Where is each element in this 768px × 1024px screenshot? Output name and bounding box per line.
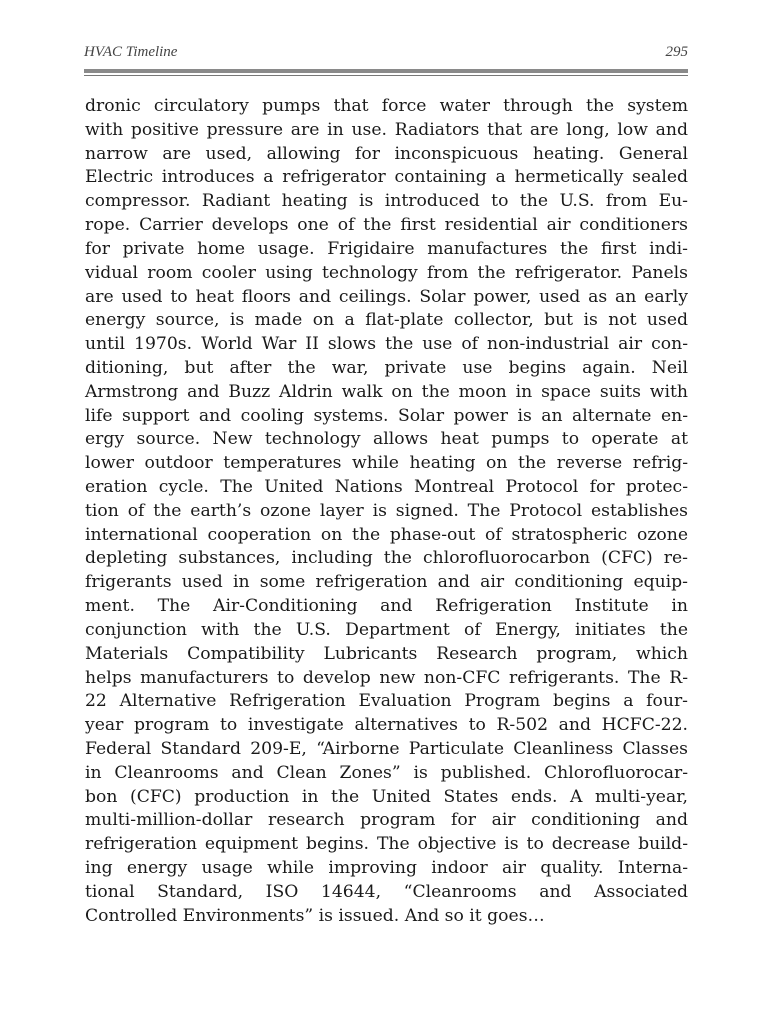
text-line: lower outdoor temperatures while heating on the reverse refrig- bbox=[85, 453, 688, 474]
text-line: depleting substances, including the chlorofluorocarbon (CFC) re- bbox=[85, 548, 688, 569]
text-line: multi-million-dollar research program for air conditioning and bbox=[85, 810, 688, 831]
text-line: ditioning, but after the war, private use begins again. Neil bbox=[85, 357, 688, 378]
text-line: ergy source. New technology allows heat pumps to operate at bbox=[85, 429, 688, 450]
text-line: vidual room cooler using technology from the refrigerator. Panels bbox=[85, 262, 688, 283]
text-line: until 1970s. World War II slows the use of non-industrial air con- bbox=[85, 334, 688, 355]
text-line: for private home usage. Frigidaire manufactures the first indi- bbox=[85, 238, 688, 259]
text-line: frigerants used in some refrigeration and air conditioning equip- bbox=[85, 572, 688, 593]
text-line: rope. Carrier develops one of the first residential air conditioners bbox=[85, 215, 688, 236]
page-number: 295 bbox=[665, 44, 688, 60]
text-line: Armstrong and Buzz Aldrin walk on the moon in space suits with bbox=[85, 381, 688, 402]
running-header bbox=[84, 44, 688, 66]
text-line: Controlled Environments” is issued. And so it goes… bbox=[85, 905, 545, 926]
text-line: Federal Standard 209-E, “Airborne Particulate Cleanliness Classes bbox=[85, 738, 688, 759]
text-line: narrow are used, allowing for inconspicuous heating. General bbox=[85, 143, 688, 164]
text-line: in Cleanrooms and Clean Zones” is published. Chlorofluorocar- bbox=[85, 762, 688, 783]
text-line: tion of the earth’s ozone layer is signed. The Protocol establishes bbox=[85, 500, 688, 521]
text-line: Materials Compatibility Lubricants Research program, which bbox=[85, 643, 688, 664]
text-line: ing energy usage while improving indoor air quality. Interna- bbox=[85, 858, 688, 878]
text-line: compressor. Radiant heating is introduced to the U.S. from Eu- bbox=[85, 191, 688, 212]
text-line: conjunction with the U.S. Department of Energy, initiates the bbox=[85, 619, 688, 640]
text-line: are used to heat floors and ceilings. Solar power, used as an early bbox=[85, 286, 688, 307]
text-line: refrigeration equipment begins. The objective is to decrease build- bbox=[85, 834, 688, 855]
text-line: ment. The Air-Conditioning and Refrigeration Institute in bbox=[85, 596, 688, 617]
text-line: energy source, is made on a flat-plate collector, but is not used bbox=[85, 310, 688, 331]
text-line: with positive pressure are in use. Radiators that are long, low and bbox=[85, 119, 688, 140]
text-line: life support and cooling systems. Solar power is an alternate en- bbox=[85, 405, 688, 426]
text-line: tional Standard, ISO 14644, “Cleanrooms and Associated bbox=[85, 881, 688, 902]
text-line: bon (CFC) production in the United States ends. A multi-year, bbox=[85, 786, 688, 807]
text-line: international cooperation on the phase-out of stratospheric ozone bbox=[85, 524, 688, 545]
text-line: 22 Alternative Refrigeration Evaluation Program begins a four- bbox=[85, 691, 688, 712]
running-title: HVAC Timeline bbox=[84, 44, 178, 60]
text-line: year program to investigate alternatives to R-502 and HCFC-22. bbox=[85, 715, 688, 736]
text-line: eration cycle. The United Nations Montreal Protocol for protec- bbox=[85, 477, 688, 497]
header-rule-thick bbox=[84, 69, 688, 73]
text-line: helps manufacturers to develop new non-CFC refrigerants. The R- bbox=[85, 667, 688, 688]
text-line: Electric introduces a refrigerator containing a hermetically sealed bbox=[85, 167, 688, 188]
text-line: dronic circulatory pumps that force water through the system bbox=[85, 96, 688, 116]
body-text bbox=[85, 95, 688, 928]
header-rule-thin bbox=[84, 75, 688, 76]
